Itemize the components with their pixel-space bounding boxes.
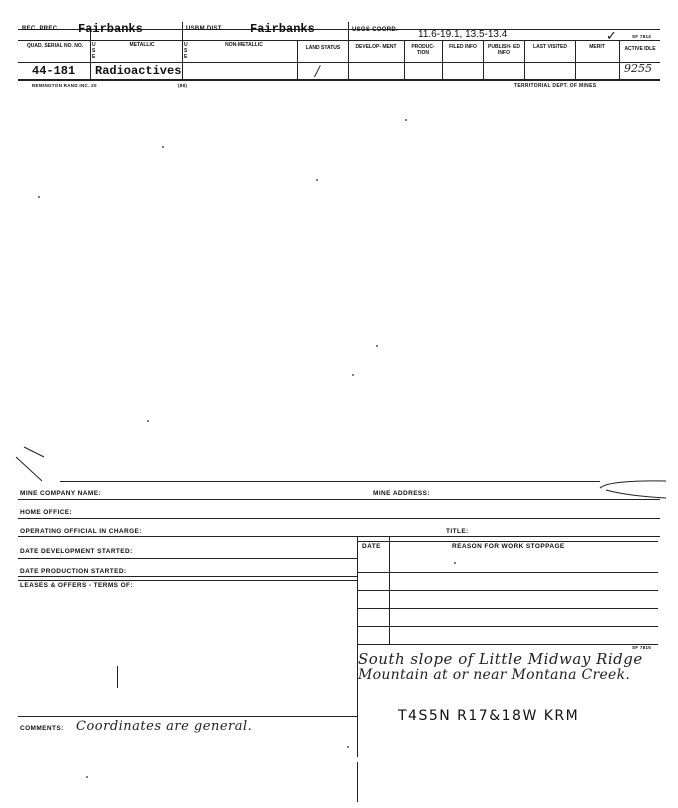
col-development: DEVELOP- MENT <box>355 44 397 50</box>
col-production: PRODUC- TION <box>411 44 435 56</box>
reason-column-header: REASON FOR WORK STOPPAGE <box>452 543 565 550</box>
township-note: T4S5N R17&18W KRM <box>398 708 580 724</box>
location-note-line-1: South slope of Little Midway Ridge <box>358 650 643 668</box>
col-u-s-e-2: U S E <box>184 42 188 60</box>
usgs-coord-label: USGS COORD. <box>352 27 398 33</box>
usbm-dist-value: Fairbanks <box>250 22 315 36</box>
col-merit: MERIT <box>589 44 605 50</box>
commodity-metallic: Radioactives <box>95 64 182 78</box>
footer-left: REMINGTON RAND INC. 20 <box>32 83 97 88</box>
col-non-metallic: NON-METALLIC <box>225 42 263 48</box>
home-office-label: HOME OFFICE: <box>20 509 73 516</box>
leases-offers-label: LEASES & OFFERS - TERMS OF: <box>20 582 133 589</box>
title-label: TITLE: <box>446 528 469 535</box>
rec-prec-value: Fairbanks <box>78 22 143 36</box>
form-number-2: SF 7815 <box>632 645 652 650</box>
location-note-line-2: Mountain at or near Montana Creek. <box>358 667 631 683</box>
date-development-started-label: DATE DEVELOPMENT STARTED: <box>20 548 133 555</box>
active-idle-mark: 9255 <box>624 62 652 75</box>
col-quad-serial: QUAD. SERIAL NO. NO. <box>26 43 84 49</box>
land-status-mark: / <box>315 64 320 80</box>
comments-label: COMMENTS: <box>20 725 64 732</box>
corner-curl-right <box>598 478 668 500</box>
corner-curl-left <box>14 445 64 485</box>
mine-address-label: MINE ADDRESS: <box>373 490 430 497</box>
col-active-idle: ACTIVE IDLE <box>624 46 656 52</box>
rec-prec-label: REC. PREC. <box>22 26 60 32</box>
col-published-info: PUBLISH- ED INFO <box>488 44 520 56</box>
col-metallic: METALLIC <box>129 42 155 48</box>
footer-right: TERRITORIAL DEPT. OF MINES <box>514 83 597 89</box>
operating-official-label: OPERATING OFFICIAL IN CHARGE: <box>20 528 142 535</box>
comments-value: Coordinates are general. <box>76 719 253 734</box>
usbm-dist-label: USBM DIST. <box>186 26 224 32</box>
col-filed-info: FILED INFO <box>449 44 477 50</box>
checkmark-icon: ✓ <box>606 28 617 43</box>
serial-number: 44-181 <box>32 64 76 78</box>
col-u-s-e-1: U S E <box>92 42 96 60</box>
usgs-coord-value: 11.6-19.1, 13.5-13.4 <box>418 29 508 40</box>
footer-left-code: (88) <box>178 83 188 88</box>
col-last-visited: LAST VISITED <box>533 44 567 50</box>
mine-company-name-label: MINE COMPANY NAME: <box>20 490 101 497</box>
form-number: SF 7814 <box>632 34 652 39</box>
date-column-header: DATE <box>362 543 381 550</box>
col-land-status: LAND STATUS <box>305 45 341 51</box>
date-production-started-label: DATE PRODUCTION STARTED: <box>20 568 127 575</box>
